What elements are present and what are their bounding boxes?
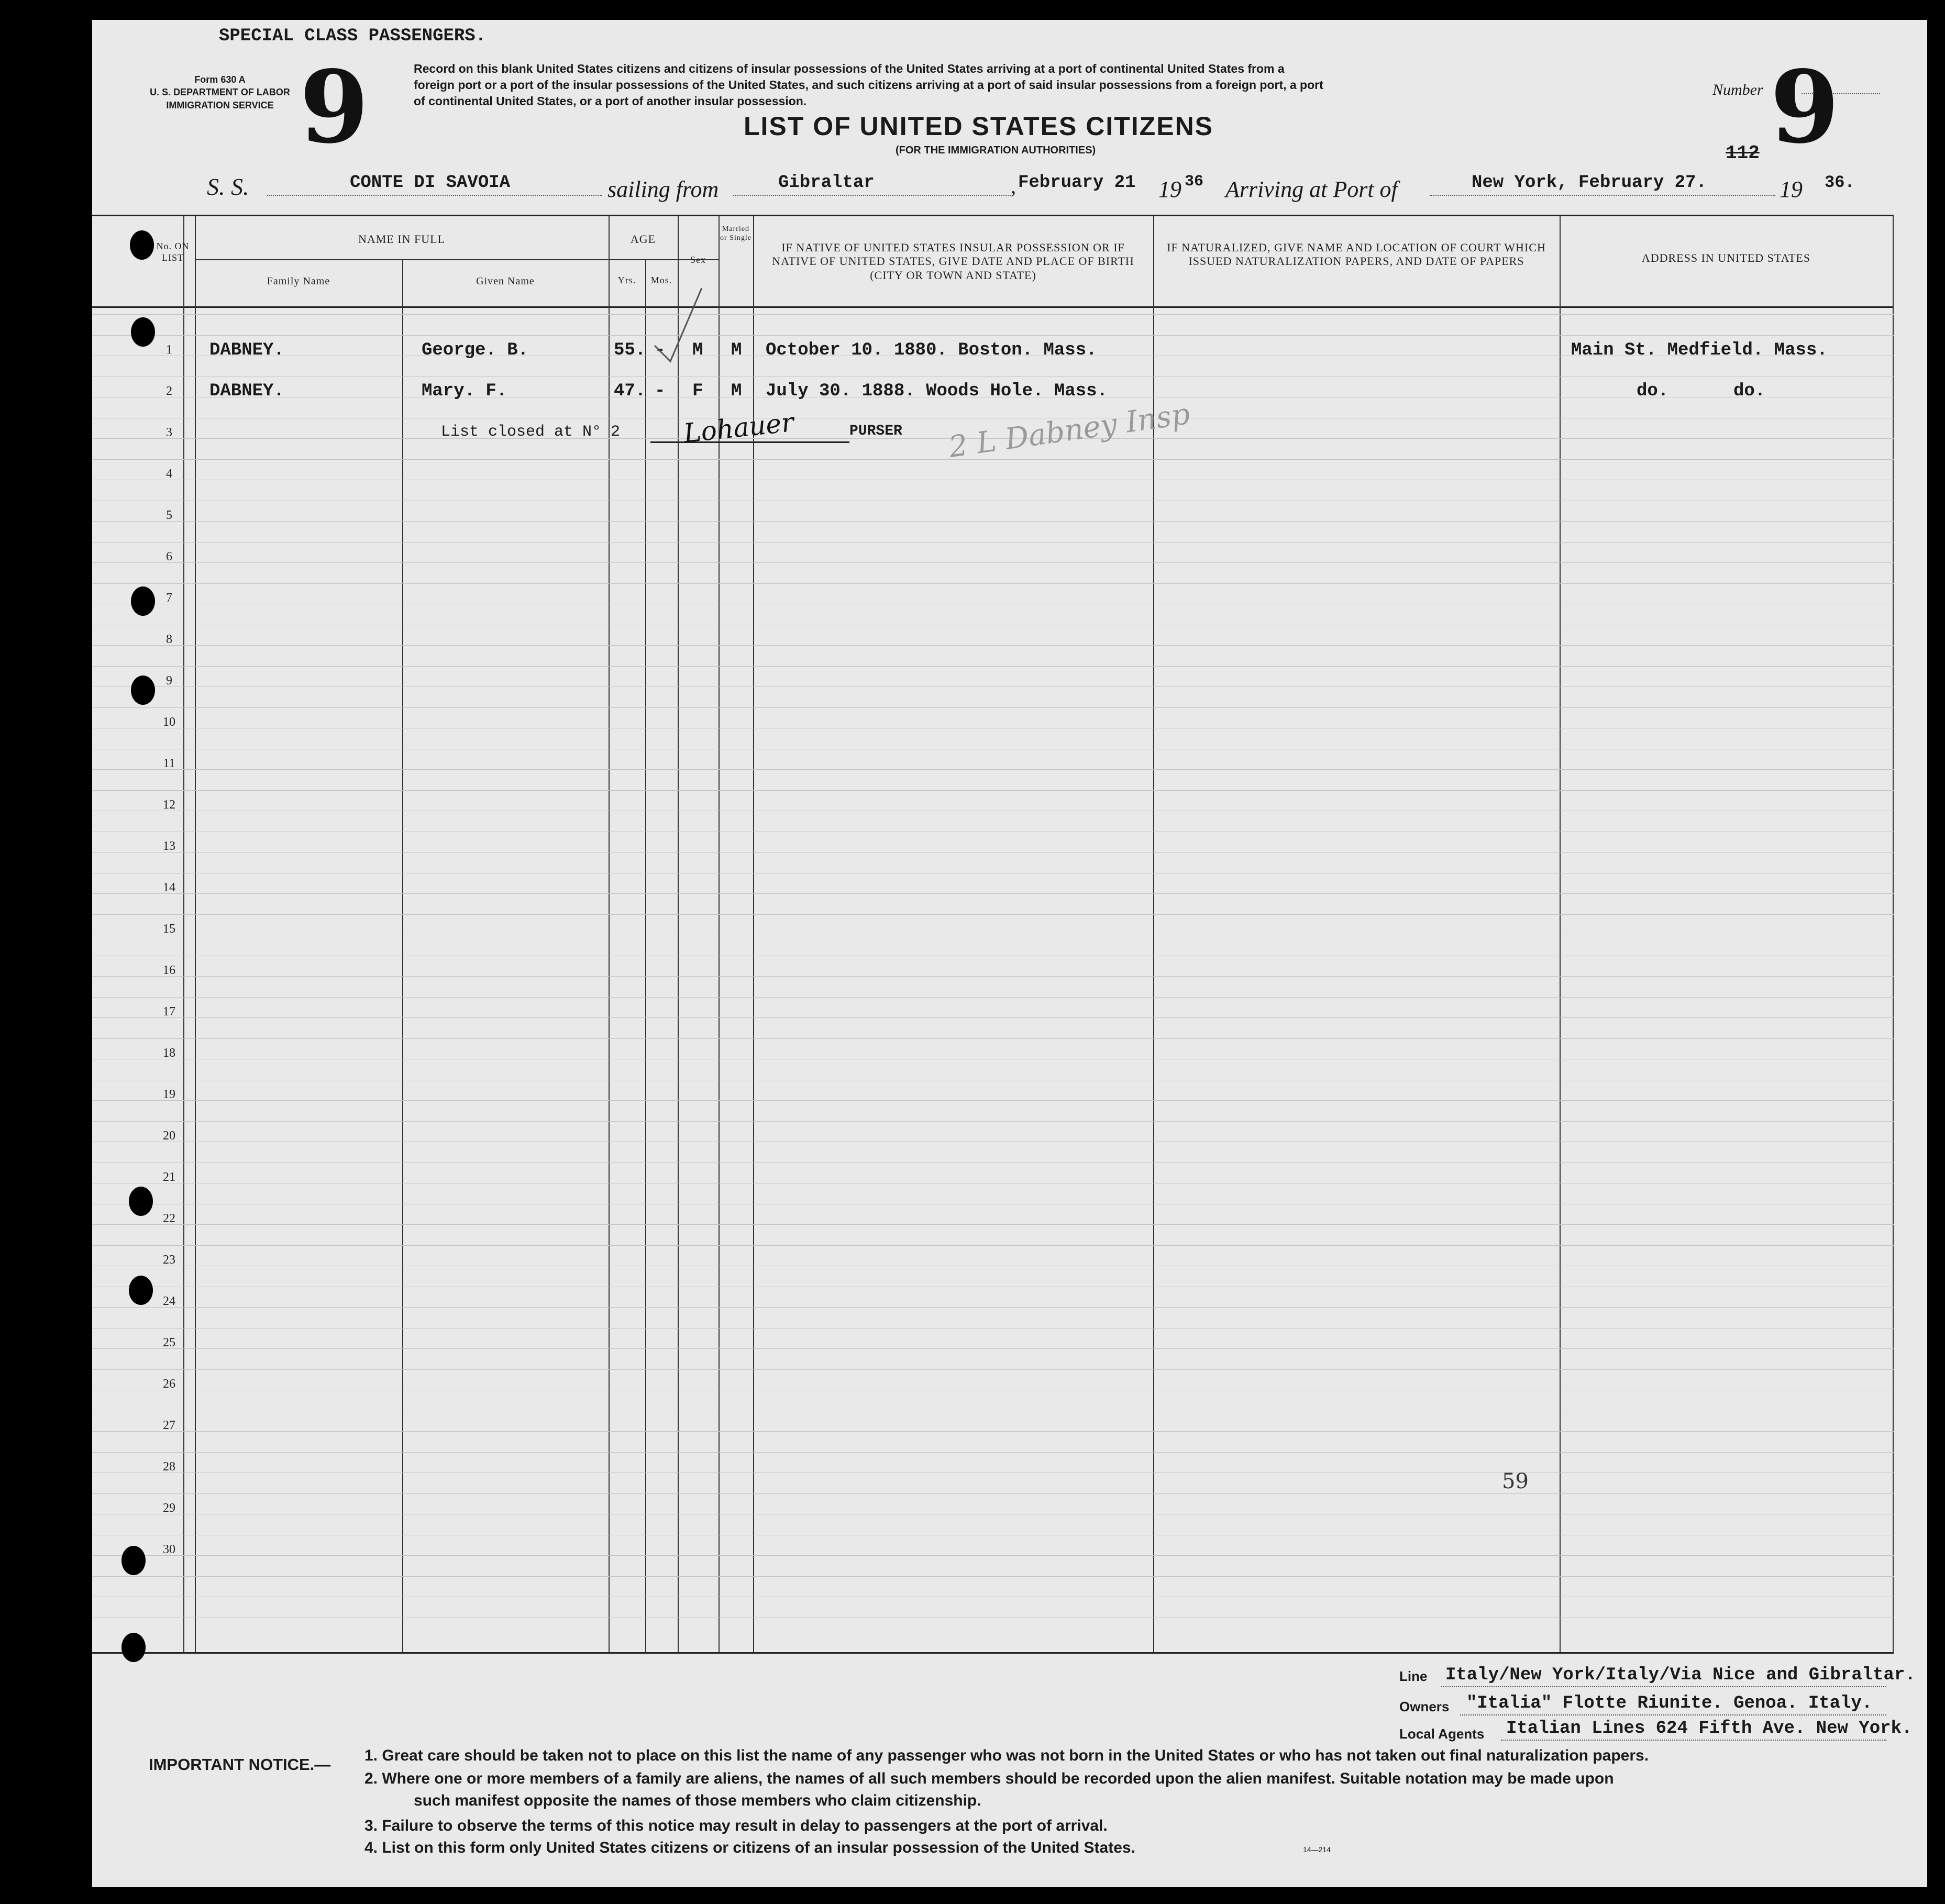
service-name: IMMIGRATION SERVICE [166,99,274,110]
ruling-line [92,645,1894,646]
big-list-number-right: 9 [1770,49,1840,165]
punch-hole [131,317,155,347]
number-label: Number [1712,81,1763,98]
row-number: 9 [166,674,172,688]
year-prefix-2: 19 [1780,176,1803,202]
punch-hole [131,586,155,616]
row-number: 11 [163,757,175,770]
notice-item-2a: 2. Where one or more members of a family are aliens, the names of all such members should be recorded upon the alien manifest. Suitable notation may be made upon [364,1770,1614,1787]
punch-hole [129,1276,153,1305]
purser-label: PURSER [849,423,902,439]
ruling-line [92,314,1894,315]
ship-name: CONTE DI SAVOIA [350,173,511,193]
form-code: 14—214 [1303,1845,1331,1854]
ruling-line [92,1576,1894,1577]
row-number: 26 [163,1377,175,1391]
ruling-line [92,666,1894,667]
ruling-line [92,1348,1894,1349]
inspector-pencil-note: 2 L Dabney Insp [946,397,1192,464]
local-agents-label: Local Agents [1399,1726,1485,1742]
col-header-age: AGE [630,233,656,246]
passenger-2-given-name: Mary. F. [422,381,507,401]
ruling-line [92,997,1894,998]
row-number: 18 [163,1046,175,1060]
notice-item-1: 1. Great care should be taken not to place on this list the name of any passenger who was not born in the United States or who has not taken out final naturalization papers. [364,1747,1649,1764]
col-header-married-single: Married or Single [720,225,752,242]
passenger-1-address: Main St. Medfield. Mass. [1571,340,1828,360]
form-number: Form 630 A [194,74,246,85]
col-header-mos: Mos. [650,275,672,285]
record-text-3: of continental United States, or a port of another insular possession. [414,94,807,108]
passenger-2-address-ditto-2: do. [1733,381,1766,401]
ruling-line [92,1121,1894,1122]
ruling-line [92,1017,1894,1018]
col-header-naturalized: IF NATURALIZED, GIVE NAME AND LOCATION OF COURT WHICH ISSUED NATURALIZATION PAPERS, AND DATE OF PAPERS [1167,241,1546,268]
col-header-name-in-full: NAME IN FULL [358,233,445,246]
ruling-line [92,521,1894,522]
row-number: 3 [166,426,172,439]
line-value: Italy/New York/Italy/Via Nice and Gibraltar. [1445,1665,1916,1685]
row-number: 2 [166,384,172,398]
col-header-sex: Sex [690,254,706,265]
ruling-line [92,583,1894,584]
row-number: 17 [163,1005,175,1019]
page-number: 59 [1502,1469,1529,1493]
notice-item-3: 3. Failure to observe the terms of this notice may result in delay to passengers at the port of arrival. [364,1817,1108,1834]
struck-number: 112 [1726,142,1760,164]
ruling-line [92,769,1894,770]
row-number: 14 [163,881,175,894]
col-header-address: ADDRESS IN UNITED STATES [1641,251,1811,264]
sailing-from-label: sailing from [607,176,719,202]
ruling-line [92,914,1894,915]
ruling-line [92,852,1894,853]
ruling-line [92,1038,1894,1039]
ruling-line [92,1493,1894,1494]
ruling-line [92,1328,1894,1329]
page-title: LIST OF UNITED STATES CITIZENS [744,112,1214,141]
row-number: 5 [166,508,172,522]
manifest-sheet [92,20,1927,1887]
important-notice-label: IMPORTANT NOTICE.— [149,1755,331,1774]
pencil-check-mark [649,283,707,377]
ruling-line [92,1100,1894,1101]
row-number: 28 [163,1460,175,1474]
row-number: 4 [166,467,172,481]
row-number: 16 [163,964,175,977]
row-number: 30 [163,1543,175,1556]
punch-hole [130,230,154,260]
col-header-given-name: Given Name [476,275,535,287]
ruling-line [92,1307,1894,1308]
department-name: U. S. DEPARTMENT OF LABOR [150,87,290,98]
purser-signature: Lohauer [682,407,795,449]
passenger-2-birth: July 30. 1888. Woods Hole. Mass. [766,381,1108,401]
ruling-line [92,790,1894,791]
row-number: 12 [163,798,175,812]
record-text-1: Record on this blank United States citizens and citizens of insular possessions of the United States arriving at a port of continental United States from a [414,62,1285,75]
owners-value: "Italia" Flotte Riunite. Genoa. Italy. [1466,1693,1873,1713]
ruling-line [92,1452,1894,1453]
row-number: 24 [163,1294,175,1308]
ruling-line [92,707,1894,708]
row-number: 23 [163,1253,175,1267]
passenger-1-birth: October 10. 1880. Boston. Mass. [766,340,1097,360]
row-number: 1 [166,343,172,357]
departure-port: Gibraltar [778,173,875,193]
ruling-line [92,1369,1894,1370]
local-agents-value: Italian Lines 624 Fifth Ave. New York. [1506,1719,1913,1739]
passenger-1-given-name: George. B. [422,340,529,360]
row-number: 19 [163,1088,175,1101]
punch-hole [121,1633,146,1662]
passenger-2-address-ditto-1: do. [1637,381,1669,401]
arrival-year: 36. [1825,173,1855,192]
passenger-1-age-years: 55. [614,340,646,360]
notice-item-2b: such manifest opposite the names of those members who claim citizenship. [414,1792,981,1809]
row-number: 8 [166,633,172,646]
row-number: 6 [166,550,172,563]
arriving-label: Arriving at Port of [1225,176,1398,202]
col-header-yrs: Yrs. [617,275,636,285]
departure-year: 36 [1185,173,1204,191]
passenger-2-age-years: 47. [614,381,646,401]
big-list-number-left: 9 [300,49,369,165]
ss-label: S. S. [207,173,249,200]
passenger-2-family-name: DABNEY. [209,381,284,401]
line-label: Line [1399,1668,1428,1684]
row-number: 13 [163,839,175,853]
ruling-line [92,542,1894,543]
ruling-line [92,1431,1894,1432]
passenger-1-age-months: - [655,340,666,360]
ruling-line [92,1555,1894,1556]
row-number: 25 [163,1336,175,1349]
row-number: 15 [163,922,175,936]
row-number: 29 [163,1501,175,1515]
passenger-2-age-months: - [655,381,666,401]
passenger-2-sex: F [692,381,703,401]
ruling-line [92,893,1894,894]
row-number: 10 [163,715,175,729]
year-prefix-1: 19 [1158,176,1181,202]
arrival-port-date: New York, February 27. [1472,173,1707,193]
ruling-line [92,562,1894,563]
passenger-1-marital-status: M [731,340,742,360]
row-number: 22 [163,1212,175,1225]
passenger-1-family-name: DABNEY. [209,340,284,360]
punch-hole [121,1546,146,1575]
special-class-label: SPECIAL CLASS PASSENGERS. [219,26,487,46]
owners-label: Owners [1399,1699,1450,1714]
list-closed-note: List closed at N° 2 [441,423,621,441]
page-subtitle: (FOR THE IMMIGRATION AUTHORITIES) [896,145,1096,156]
ruling-line [92,459,1894,460]
row-number: 20 [163,1129,175,1143]
row-number: 7 [166,591,172,605]
comma-1: , [1011,174,1016,198]
col-header-no: No. ON LIST [156,241,190,263]
record-text-2: foreign port or a port of the insular possessions of the United States, and such citizens arriving at a port of said insular possessions from a foreign port, a port [414,78,1323,92]
ruling-line [92,335,1894,336]
row-number: 21 [163,1170,175,1184]
form-id-block [141,73,299,112]
passenger-2-marital-status: M [731,381,742,401]
row-number: 27 [163,1419,175,1432]
departure-date: February 21 [1018,173,1136,193]
col-header-family-name: Family Name [267,275,330,287]
ruling-line [92,976,1894,977]
notice-item-4: 4. List on this form only United States citizens or citizens of an insular possession of the United States. [364,1839,1135,1856]
punch-hole [131,676,155,705]
col-header-birth: IF NATIVE OF UNITED STATES INSULAR POSSESSION OR IF NATIVE OF UNITED STATES, GIVE DATE AND PLACE OF BIRTH (CITY OR TOWN AND STATE) [772,241,1134,282]
ruling-line [92,1245,1894,1246]
record-instructions [414,61,1323,109]
punch-hole [129,1187,153,1216]
passenger-1-sex: M [692,340,703,360]
ruling-line [92,1224,1894,1225]
